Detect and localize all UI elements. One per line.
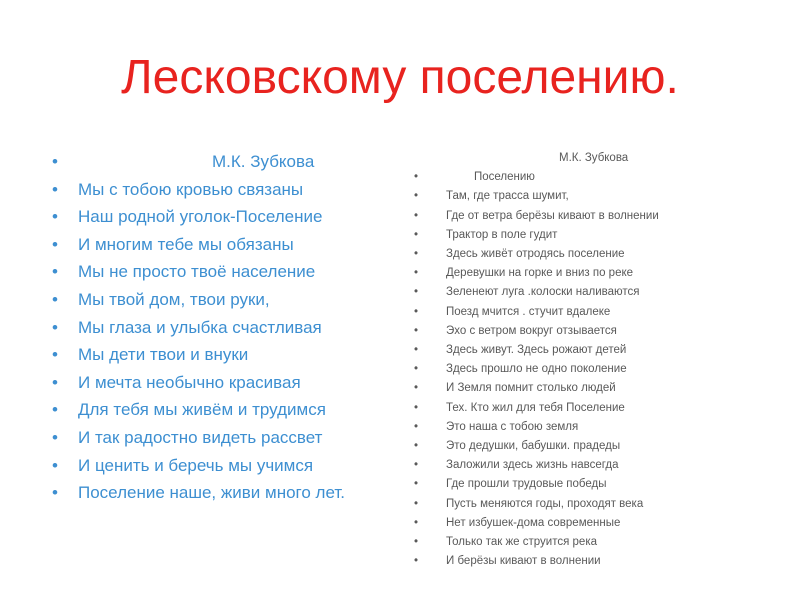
right-poem-line: • Здесь живёт отродясь поселение — [414, 245, 784, 264]
left-poem-line: • И многим тебе мы обязаны — [52, 231, 382, 259]
right-poem-line: • Деревушки на горке и вниз по реке — [414, 264, 784, 283]
right-poem-line: • И берёзы кивают в волнении — [414, 552, 784, 571]
left-poem-line: • Мы глаза и улыбка счастливая — [52, 314, 382, 342]
left-poem-line: • Мы твой дом, твои руки, — [52, 286, 382, 314]
right-poem-line: • Где от ветра берёзы кивают в волнении — [414, 207, 784, 226]
right-poem-line: • Нет избушек-дома современные — [414, 514, 784, 533]
left-poem-author: • М.К. Зубкова — [52, 148, 382, 176]
right-poem-line: • И Земля помнит столько людей — [414, 379, 784, 398]
right-poem-line: • Пусть меняются годы, проходят века — [414, 495, 784, 514]
left-poem-line: • Мы не просто твоё население — [52, 258, 382, 286]
left-poem-line: • Мы дети твои и внуки — [52, 341, 382, 369]
right-poem-line: • Только так же струится река — [414, 533, 784, 552]
right-poem-line: • Тех. Кто жил для тебя Поселение — [414, 399, 784, 418]
right-poem-list — [414, 149, 784, 571]
left-poem-line: • И ценить и беречь мы учимся — [52, 452, 382, 480]
right-poem-line: • Где прошли трудовые победы — [414, 475, 784, 494]
left-poem-line: • И мечта необычно красивая — [52, 369, 382, 397]
left-poem-line: • Мы с тобою кровью связаны — [52, 176, 382, 204]
right-poem-line: • Это наша с тобою земля — [414, 418, 784, 437]
slide-title: Лесковскому поселению. — [121, 51, 679, 104]
right-poem-line: • Это дедушки, бабушки. прадеды — [414, 437, 784, 456]
right-poem-line: • Трактор в поле гудит — [414, 226, 784, 245]
right-poem-line: • Заложили здесь жизнь навсегда — [414, 456, 784, 475]
right-poem-subtitle: • Поселению — [414, 168, 784, 187]
left-poem-line: • Для тебя мы живём и трудимся — [52, 396, 382, 424]
right-poem-line: • Там, где трасса шумит, — [414, 187, 784, 206]
right-poem-author: М.К. Зубкова — [559, 152, 629, 164]
left-poem-line: • Поселение наше, живи много лет. — [52, 479, 382, 507]
right-poem-line: • Здесь прошло не одно поколение — [414, 360, 784, 379]
right-poem-line: • Эхо с ветром вокруг отзывается — [414, 322, 784, 341]
left-poem-line: • И так радостно видеть рассвет — [52, 424, 382, 452]
right-poem-line: • Здесь живут. Здесь рожают детей — [414, 341, 784, 360]
left-poem-line: • Наш родной уголок-Поселение — [52, 203, 382, 231]
left-poem-list — [52, 148, 382, 507]
right-poem-line: • Поезд мчится . стучит вдалеке — [414, 303, 784, 322]
right-poem-line: • Зеленеют луга .колоски наливаются — [414, 283, 784, 302]
